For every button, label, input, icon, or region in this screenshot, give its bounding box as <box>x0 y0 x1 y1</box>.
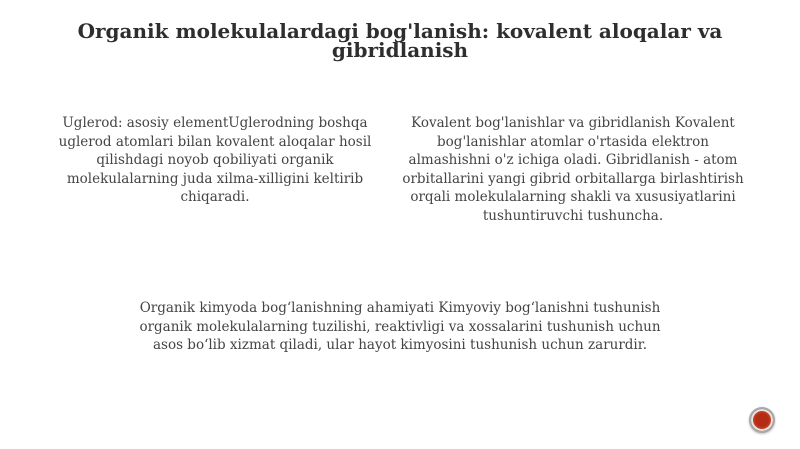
slide-title-line-1: Organik molekulalardagi bog'lanish: kovalent aloqalar va <box>77 19 723 43</box>
right-text-block: Kovalent bog'lanishlar va gibridlanish Kovalent bog'lanishlar atomlar o'rtasida elektron almashishni o'z ichiga oladi. Gibridlanish - atom orbitallarini yangi gibrid orbitallarga birlashtirish orqali molekulalarning shakli va xususiyatlarini tushuntiruvchi tushuncha. <box>402 115 744 224</box>
next-slide-button[interactable] <box>749 407 775 433</box>
slide-title <box>60 19 740 62</box>
slide-title-line-2: gibridlanish <box>331 38 469 62</box>
bottom-text-block: Organik kimyoda bog‘lanishning ahamiyati Kimyoviy bog‘lanishni tushunish organik molekulalarning tuzilishi, reaktivligi va xossalarini tushunish uchun asos bo‘lib xizmat qiladi, ular hayot kimyosini tushunish uchun zarurdir. <box>139 300 661 353</box>
left-text-block: Uglerod: asosiy elementUglerodning boshqa uglerod atomlari bilan kovalent aloqalar hosil qilishdagi noyob qobiliyati organik molekulalarning juda xilma-xilligini keltirib chiqaradi. <box>58 115 372 205</box>
red-circle-button-icon <box>755 413 769 427</box>
